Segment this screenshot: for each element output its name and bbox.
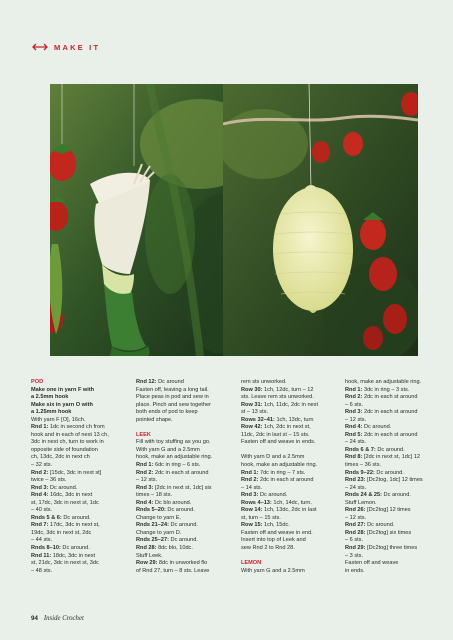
instruction-line: 19dc, 3dc in next st, 2dc <box>31 529 92 536</box>
round-text: [Dc2tog] 12 times <box>365 507 411 514</box>
round-line <box>241 424 335 432</box>
section-header <box>32 41 100 53</box>
leek-photo <box>50 84 245 356</box>
round-line <box>345 454 439 462</box>
round-line <box>345 409 439 417</box>
instruction-line: sew Rnd 2 to Rnd 28. <box>241 545 295 552</box>
round-text: 17dc, 3dc in next st, <box>48 522 100 529</box>
instruction-line: pointed shape. <box>136 416 173 423</box>
round-text: 7dc in ring – 7 sts. <box>258 469 306 476</box>
round-line <box>136 500 230 508</box>
instruction-line: With yarn G and a 2.5mm <box>136 446 200 453</box>
text-column-1 <box>31 379 125 575</box>
round-label: Rnd 5: <box>345 431 363 438</box>
instruction-line: – 44 sts. <box>31 537 53 544</box>
instruction-line: Change to yarn E. <box>136 514 182 521</box>
round-text: 1ch, 11dc, 2dc in next <box>262 401 319 408</box>
round-line <box>31 522 125 530</box>
magazine-name: Inside Crochet <box>43 615 84 622</box>
instruction-line: – 40 sts. <box>31 507 53 514</box>
round-label: Rnds 8–10: <box>31 545 61 552</box>
round-line <box>31 515 125 523</box>
round-label: Rnd 2: <box>31 469 49 476</box>
round-label: Rnd 4: <box>345 424 363 431</box>
instruction-line: – 24 sts. <box>345 484 367 491</box>
round-text: 1ch, 13dc, turn <box>274 416 314 423</box>
round-line <box>345 507 439 515</box>
round-text: 1ch, 15dc. <box>262 522 290 529</box>
double-arrow-icon <box>32 43 48 51</box>
instruction-line: st – 13 sts. <box>241 409 269 416</box>
round-label: Rnd 2: <box>241 477 259 484</box>
round-line <box>345 424 439 432</box>
round-text: 2dc in each st around <box>362 409 418 416</box>
instruction-line: – 12 sts. <box>345 416 367 423</box>
round-label: Rnd 3: <box>136 484 154 491</box>
instruction-line: Place peas in pod and sew in <box>136 394 209 401</box>
round-line <box>136 470 230 478</box>
round-line <box>345 447 439 455</box>
instruction-line: Fasten off, leaving a long tail. <box>136 386 209 393</box>
round-line <box>136 462 230 470</box>
round-label: Row 15: <box>241 522 263 529</box>
round-label: Row 30: <box>241 386 263 393</box>
round-text: Dc around. <box>375 446 405 453</box>
round-line <box>345 492 439 500</box>
round-label: Rnds 6 & 7: <box>345 446 376 453</box>
round-line <box>241 492 335 500</box>
round-line <box>31 470 125 478</box>
round-label: Row 29: <box>136 560 158 567</box>
round-label: Row 31: <box>241 401 263 408</box>
round-label: Rnd 1: <box>31 424 49 431</box>
round-line <box>136 522 230 530</box>
section-label: MAKE IT <box>54 42 101 52</box>
instruction-line: rem sts unworked. <box>241 379 287 385</box>
instruction-line: With yarn G and a 2.5mm <box>241 567 305 574</box>
instruction-bold: Make one in yarn F with <box>31 386 95 393</box>
instruction-line: – 14 sts. <box>241 484 263 491</box>
round-label: Rnds 5 & 6: <box>31 514 62 521</box>
instruction-line: Fill with toy stuffing as you go. <box>136 439 211 446</box>
instruction-line: Insert into top of Leek and <box>241 537 306 544</box>
text-column-2 <box>136 379 230 575</box>
round-label: Rnd 4: <box>31 492 49 499</box>
round-label: Rnd 3: <box>345 409 363 416</box>
round-label: Rnds 25–27: <box>136 537 169 544</box>
round-text: 1ch, 2dc in next st, <box>262 424 311 431</box>
instruction-line: hook, make an adjustable ring. <box>241 462 318 469</box>
instruction-bold: a 1.25mm hook <box>31 409 72 416</box>
instruction-line: hook and in each of next 13 ch, <box>31 431 109 438</box>
round-label: Rows 4–13: <box>241 499 272 506</box>
round-label: Rnd 11: <box>31 552 52 559</box>
round-line <box>345 522 439 530</box>
round-line <box>241 500 335 508</box>
round-text: Dc around. <box>168 537 198 544</box>
round-line <box>31 545 125 553</box>
instruction-line: Stuff Lemon. <box>345 499 377 506</box>
round-label: Rnd 27: <box>345 522 366 529</box>
round-line <box>241 470 335 478</box>
round-text: 6dc in ring – 6 sts. <box>153 462 201 469</box>
round-line <box>136 379 230 387</box>
instruction-line: of Rnd 27, turn – 8 sts. Leave <box>136 567 210 574</box>
line-gap <box>241 553 335 561</box>
round-text: 8dc in unworked flo <box>157 560 208 567</box>
instruction-line: st, 21dc, 3dc in next st, 3dc <box>31 560 99 567</box>
text-column-4 <box>345 379 439 575</box>
round-text: [Dc2tog] three times <box>365 545 418 552</box>
round-line <box>345 470 439 478</box>
section-heading: LEEK <box>136 431 151 438</box>
instruction-line: Fasten off and weave in end. <box>241 529 313 536</box>
instruction-line: – 12 sts. <box>345 514 367 521</box>
instruction-line: – 32 sts. <box>31 462 53 469</box>
round-label: Rnd 3: <box>241 492 259 499</box>
instruction-line: place. Pinch and sew together <box>136 401 211 408</box>
round-label: Rnd 8: <box>345 454 363 461</box>
round-label: Rows 32–41: <box>241 416 275 423</box>
instruction-line: – 12 sts. <box>136 477 158 484</box>
instruction-line: st, 17dc, 3dc in next st, 1dc <box>31 499 99 506</box>
round-line <box>136 485 230 493</box>
round-text: 1dc in second ch from <box>48 424 105 431</box>
round-text: Dc around. <box>258 492 288 499</box>
page-number: 94 <box>31 615 38 622</box>
round-line <box>241 477 335 485</box>
round-line <box>136 507 230 515</box>
round-text: Dc around. <box>362 424 392 431</box>
instruction-bold: a 2.5mm hook <box>31 394 69 401</box>
round-text: Dc around. <box>365 522 395 529</box>
round-line <box>31 424 125 432</box>
instruction-line: With yarn D and a 2.5mm <box>241 454 305 461</box>
round-label: Rnd 2: <box>345 394 363 401</box>
round-line <box>136 545 230 553</box>
instruction-line: in ends. <box>345 567 365 574</box>
page-footer <box>31 615 84 622</box>
instruction-line: hook, make an adjustable ring. <box>345 379 422 385</box>
round-text: Dc around. <box>48 484 78 491</box>
round-label: Rnds 21–24: <box>136 522 169 529</box>
instruction-line: – 3 sts. <box>345 552 364 559</box>
instruction-line: times – 36 sts. <box>345 462 382 469</box>
round-text: 18dc, 3dc in next <box>51 552 96 559</box>
pattern-columns <box>31 379 431 614</box>
round-text: 2dc in each st around <box>153 469 209 476</box>
round-line <box>31 553 125 561</box>
lemon-photo <box>223 84 418 356</box>
round-label: Row 42: <box>241 424 263 431</box>
round-label: Rnds 9–22: <box>345 469 375 476</box>
round-line <box>345 432 439 440</box>
instruction-line: both ends of pod to keep <box>136 409 198 416</box>
round-label: Rnd 4: <box>136 499 154 506</box>
round-text: Dc around. <box>60 545 90 552</box>
round-line <box>345 477 439 485</box>
instruction-line: – 6 sts. <box>345 537 364 544</box>
round-text: 16dc, 3dc in next <box>48 492 93 499</box>
round-line <box>345 530 439 538</box>
text-column-3 <box>241 379 335 575</box>
round-line <box>345 545 439 553</box>
round-text: 1ch, 14dc, turn. <box>271 499 312 506</box>
round-label: Rnds 5–20: <box>136 507 166 514</box>
round-text: Dc around. <box>165 507 195 514</box>
instruction-line: st, turn – 15 sts. <box>241 514 281 521</box>
round-label: Rnd 29: <box>345 545 366 552</box>
line-gap <box>241 447 335 455</box>
round-text: Dc around <box>156 379 184 385</box>
round-text: Dc around. <box>374 469 404 476</box>
line-gap <box>136 424 230 432</box>
round-label: Row 14: <box>241 507 263 514</box>
round-label: Rnd 3: <box>31 484 49 491</box>
round-text: Dc around. <box>168 522 198 529</box>
round-text: 2dc in each st around <box>362 394 418 401</box>
round-text: Dc around. <box>61 514 91 521</box>
round-line <box>136 537 230 545</box>
round-line <box>345 394 439 402</box>
round-text: [15dc, 3dc in next st] <box>48 469 102 476</box>
round-text: 8dc blo, 10dc. <box>156 545 193 552</box>
round-line <box>241 402 335 410</box>
round-text: 2dc in each st around <box>258 477 314 484</box>
instruction-line: ch, 13dc, 2dc in next ch <box>31 454 90 461</box>
round-text: [Dc2tog] six times <box>365 529 412 536</box>
round-line <box>31 485 125 493</box>
round-text: [2dc in next st, 1dc] six <box>153 484 212 491</box>
round-label: Rnd 26: <box>345 507 366 514</box>
round-line <box>241 417 335 425</box>
instruction-line: Stuff Leek. <box>136 552 163 559</box>
round-text: 1ch, 13dc, 2dc in last <box>262 507 317 514</box>
round-text: [Dc2tog, 1dc] 12 times <box>365 477 423 484</box>
round-label: Rnd 1: <box>241 469 259 476</box>
instruction-line: 3dc in next ch, turn to work in <box>31 439 104 446</box>
round-text: Dc around. <box>382 492 411 499</box>
round-line <box>241 507 335 515</box>
instruction-line: times – 18 sts. <box>136 492 173 499</box>
round-text: 3dc in ring – 3 sts. <box>362 386 410 393</box>
round-label: Rnd 2: <box>136 469 154 476</box>
instruction-line: Fasten off and weave in ends. <box>241 439 316 446</box>
instruction-line: – 48 sts. <box>31 567 53 574</box>
instruction-line: – 6 sts. <box>345 401 364 408</box>
instruction-line: twice – 36 sts. <box>31 477 67 484</box>
instruction-line: Change to yarn D. <box>136 529 182 536</box>
instruction-line: sts. Leave rem sts unworked. <box>241 394 314 401</box>
round-line <box>31 492 125 500</box>
round-label: Rnd 28: <box>136 545 157 552</box>
round-label: Rnds 24 & 25: <box>345 492 382 499</box>
instruction-line: hook, make an adjustable ring. <box>136 454 213 461</box>
round-text: [2dc in next st, 1dc] 12 <box>362 454 420 461</box>
round-text: 2dc in each st around <box>362 431 418 438</box>
round-text: Dc blo around. <box>153 499 192 506</box>
instruction-line: opposite side of foundation <box>31 446 98 453</box>
instruction-bold: Make six in yarn O with <box>31 401 93 408</box>
round-text: 1ch, 12dc, turn – 12 <box>262 386 314 393</box>
round-line <box>136 560 230 568</box>
round-label: Rnd 1: <box>136 462 154 469</box>
instruction-line: Fasten off and weave <box>345 560 399 567</box>
instruction-line: – 24 sts. <box>345 439 367 446</box>
round-label: Rnd 23: <box>345 477 366 484</box>
round-line <box>345 387 439 395</box>
instruction-line: 11dc, 2dc in last st – 15 sts. <box>241 431 310 438</box>
round-line <box>241 387 335 395</box>
section-heading: LEMON <box>241 560 262 567</box>
section-heading: POD <box>31 379 44 385</box>
round-label: Rnd 12: <box>136 379 157 385</box>
instruction-line: With yarn F [O], 16ch. <box>31 416 86 423</box>
round-label: Rnd 1: <box>345 386 363 393</box>
round-line <box>241 522 335 530</box>
round-label: Rnd 28: <box>345 529 366 536</box>
round-label: Rnd 7: <box>31 522 49 529</box>
